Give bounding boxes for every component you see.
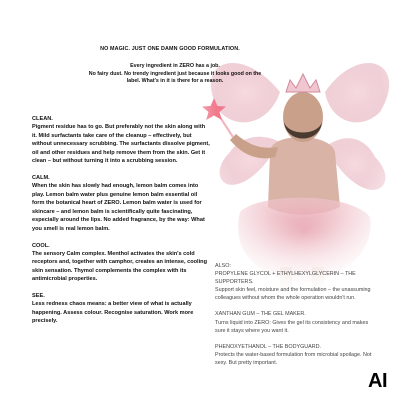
also-label: ALSO: bbox=[215, 263, 231, 269]
ai-logo: AI bbox=[368, 370, 387, 392]
section-title: SEE. bbox=[32, 292, 45, 299]
section-see bbox=[32, 292, 210, 326]
section-calm bbox=[32, 174, 210, 234]
intro bbox=[30, 63, 320, 86]
section-body: Less redness chaos means: a better view of what is actually happening. Assess colour. Recognise saturation. Work more precisely. bbox=[32, 300, 194, 325]
section-body: Pigment residue has to go. But preferably not the skin along with it. Mild surfactants take care of the cleanup – effectively, but without unnecessary scrubbing. The surfactants dissolve pigment, oil and other residues and help remove them from the skin. Get it clean – but without turning it into a scrubbing session. bbox=[32, 124, 210, 165]
section-body: When the skin has slowly had enough, lemon balm comes into play. Lemon balm water plus genuine lemon balm essential oil form the botanical heart of ZERO. Lemon balm water is used for skincare – and lemon balm is scientifically quite fascinating, especially around the lips. No added fragrance, by the way: What you smell is real lemon balm. bbox=[32, 182, 205, 232]
section-body: The sensory Calm complex. Menthol activates the skin's cold receptors and, together with camphor, creates an intense, cooling skin sensation. Thymol complements the complex with its antimicrobial properties. bbox=[32, 250, 208, 283]
section-title: COOL. bbox=[32, 242, 50, 249]
benefits-column bbox=[32, 115, 210, 334]
ingredient-title: XANTHAN GUM – THE GEL MAKER. bbox=[215, 311, 306, 318]
ingredients-column bbox=[215, 262, 375, 375]
ingredient-title: PROPYLENE GLYCOL + ETHYLHEXYLGLYCERIN – THE SUPPORTERS. bbox=[215, 271, 356, 286]
ingredient-body: Protects the water-based formulation from microbial spoilage. Not sexy. But pretty important. bbox=[215, 351, 372, 366]
section-title: CLEAN. bbox=[32, 116, 53, 122]
also-bodyguard bbox=[215, 343, 375, 367]
section-title: CALM. bbox=[32, 174, 50, 181]
ingredient-body: Support skin feel, moisture and the formulation – the unassuming colleagues without whom the whole operation wouldn't run. bbox=[215, 287, 371, 302]
section-clean bbox=[32, 115, 210, 166]
headline: NO MAGIC. JUST ONE DAMN GOOD FORMULATION. bbox=[100, 46, 240, 52]
ingredient-title: PHENOXYETHANOL – THE BODYGUARD. bbox=[215, 343, 322, 350]
also-gel-maker bbox=[215, 310, 375, 334]
also-supporters bbox=[215, 262, 375, 302]
intro-line: No fairy dust. No trendy ingredient just because it looks good on the bbox=[88, 70, 262, 77]
intro-line: label. What's in it is there for a reason. bbox=[126, 78, 224, 85]
intro-line: Every ingredient in ZERO has a job. bbox=[130, 63, 220, 69]
ingredient-body: Turns liquid into ZERO: Gives the gel its consistency and makes sure it stays where you want it. bbox=[215, 319, 369, 334]
section-cool bbox=[32, 242, 210, 284]
